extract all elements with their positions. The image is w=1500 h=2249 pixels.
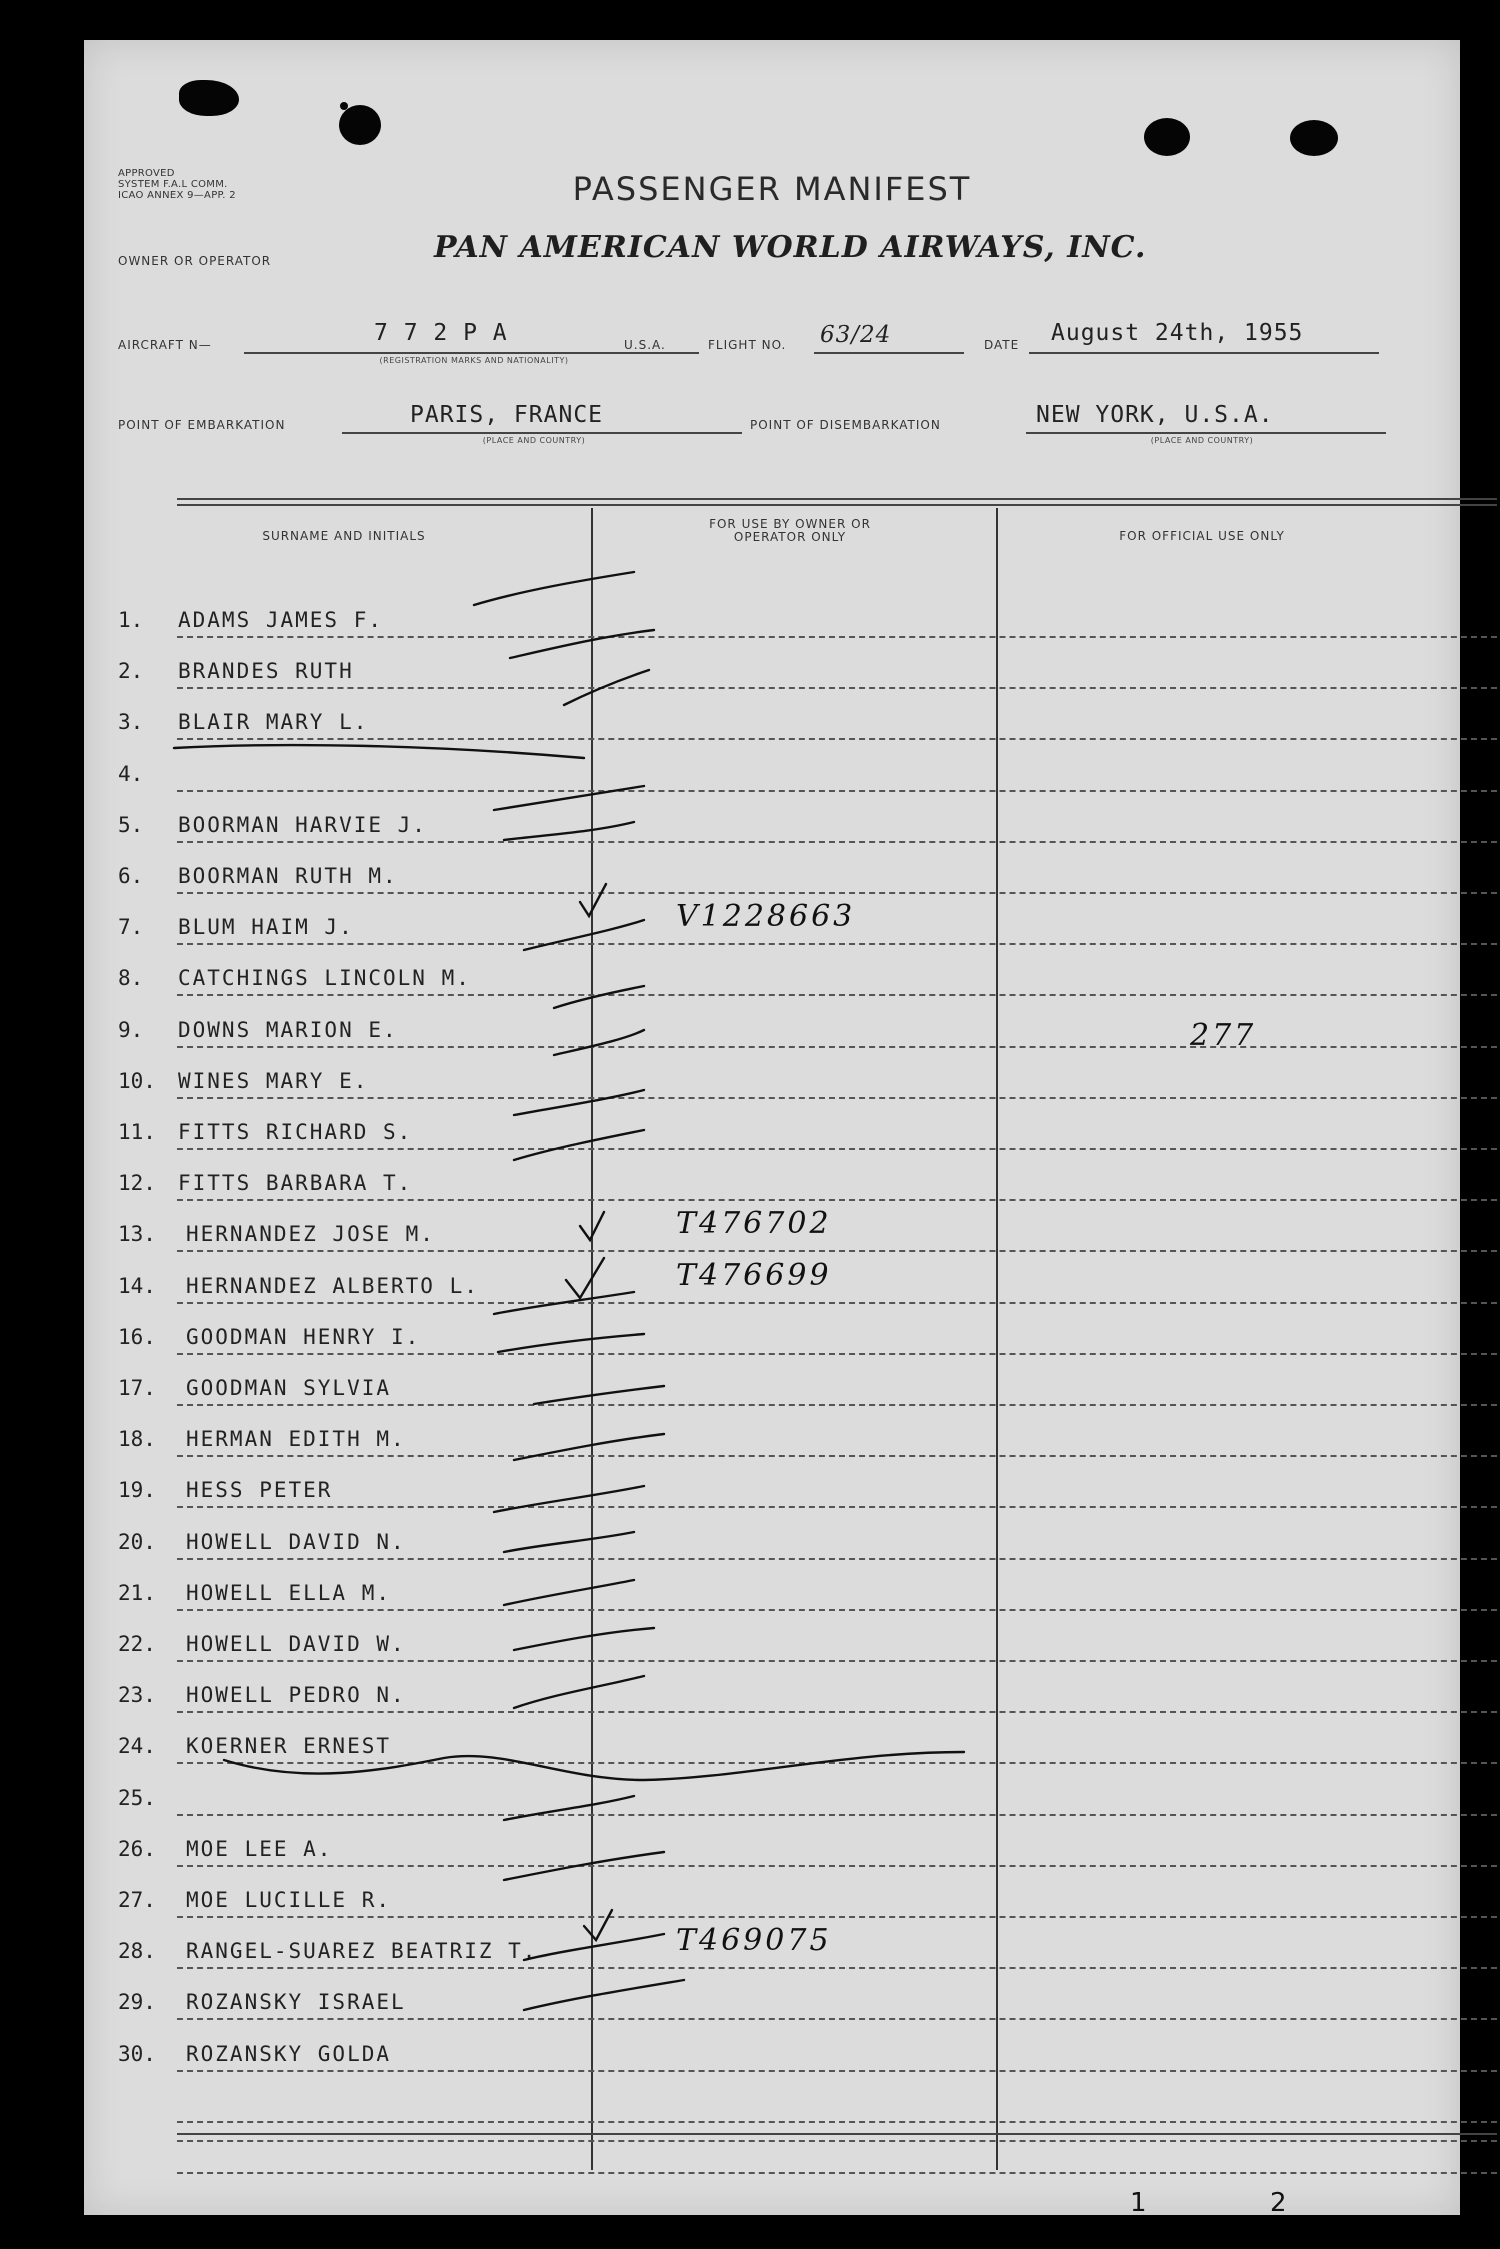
row-number: 11. — [118, 1120, 156, 1144]
row-number: 21. — [118, 1580, 156, 1605]
row-number: 13. — [118, 1222, 156, 1247]
passenger-name: ADAMS JAMES F. — [178, 608, 384, 632]
row-number: 6. — [118, 864, 144, 888]
check-mark — [580, 884, 606, 916]
row-rule — [177, 1199, 1497, 1201]
flight-label: FLIGHT NO. — [708, 338, 787, 352]
row-rule — [177, 1046, 1497, 1048]
registration-caption: (REGISTRATION MARKS AND NATIONALITY) — [379, 356, 569, 365]
row-rule — [177, 994, 1497, 996]
row-number: 18. — [118, 1427, 156, 1452]
column-divider — [591, 508, 593, 2170]
operator-name: PAN AMERICAN WORLD AIRWAYS, INC. — [434, 230, 1147, 265]
passenger-name: HOWELL ELLA M. — [186, 1580, 392, 1605]
flight-date: August 24th, 1955 — [1051, 320, 1304, 346]
passenger-name: KOERNER ERNEST — [186, 1734, 392, 1759]
passenger-name: FITTS RICHARD S. — [178, 1120, 413, 1144]
tick-mark — [554, 986, 644, 1008]
row-rule — [177, 2018, 1497, 2020]
approval-line: SYSTEM F.A.L COMM. — [118, 179, 228, 190]
date-label: DATE — [984, 338, 1020, 352]
passenger-name: BRANDES RUTH — [178, 659, 354, 684]
owner-note: V1228663 — [676, 899, 856, 935]
passenger-name: RANGEL-SUAREZ BEATRIZ T. — [186, 1939, 538, 1964]
punch-hole — [179, 80, 239, 116]
row-number: 22. — [118, 1632, 156, 1656]
tick-mark — [514, 1130, 644, 1160]
page-title: PASSENGER MANIFEST — [572, 170, 972, 208]
row-rule — [177, 1916, 1497, 1918]
tick-mark — [514, 1628, 654, 1650]
tick-mark — [504, 1796, 634, 1820]
tick-mark — [514, 1090, 644, 1115]
tick-mark — [504, 1532, 634, 1552]
passenger-name: BOORMAN HARVIE J. — [178, 812, 427, 837]
tick-mark — [474, 572, 634, 605]
strike-line — [174, 745, 584, 758]
row-rule — [177, 1404, 1497, 1406]
row-number: 10. — [118, 1068, 156, 1093]
row-number: 1. — [118, 608, 144, 632]
row-number: 17. — [118, 1376, 156, 1400]
page-number: 2 — [1270, 2188, 1287, 2218]
row-number: 28. — [118, 1939, 156, 1964]
row-number: 29. — [118, 1990, 156, 2015]
row-number: 26. — [118, 1836, 156, 1861]
row-rule — [177, 1506, 1497, 1508]
place-caption: (PLACE AND COUNTRY) — [1150, 436, 1254, 445]
row-rule — [177, 790, 1497, 792]
page-number: 1 — [1130, 2188, 1147, 2218]
owner-note: T476699 — [676, 1257, 832, 1293]
row-rule — [177, 1558, 1497, 1560]
passenger-name: HERNANDEZ ALBERTO L. — [186, 1273, 479, 1298]
tick-mark — [498, 1334, 644, 1352]
tick-mark — [524, 1980, 684, 2010]
passenger-name: BLUM HAIM J. — [178, 915, 354, 940]
table-bottom-rule — [177, 2133, 1497, 2135]
row-rule — [177, 1250, 1497, 1252]
column-header-owner-use: FOR USE BY OWNER OR OPERATOR ONLY — [709, 517, 871, 544]
row-rule — [177, 1353, 1497, 1355]
row-rule — [177, 636, 1497, 638]
date-rule — [1029, 352, 1379, 354]
row-rule — [177, 2121, 1497, 2123]
tick-mark — [510, 630, 654, 658]
column-divider — [996, 508, 998, 2170]
row-number: 3. — [118, 710, 144, 735]
passenger-name: HESS PETER — [186, 1478, 333, 1503]
passenger-name: HERNANDEZ JOSE M. — [186, 1222, 435, 1247]
row-number: 30. — [118, 2041, 156, 2066]
passenger-name: BLAIR MARY L. — [178, 710, 369, 735]
approval-line: APPROVED — [118, 168, 175, 179]
row-number: 7. — [118, 915, 144, 940]
row-rule — [177, 2172, 1497, 2174]
passenger-name: WINES MARY E. — [178, 1068, 369, 1093]
official-use-note: 277 — [1190, 1018, 1257, 1053]
column-header-official-use: FOR OFFICIAL USE ONLY — [1119, 529, 1285, 543]
row-number: 20. — [118, 1529, 156, 1554]
row-number: 12. — [118, 1171, 156, 1196]
aircraft-rule — [244, 352, 699, 354]
punch-hole — [1144, 118, 1190, 156]
tick-mark — [504, 1580, 634, 1605]
check-mark — [584, 1910, 612, 1940]
row-number: 9. — [118, 1017, 144, 1042]
row-rule — [177, 1711, 1497, 1713]
row-rule — [177, 1660, 1497, 1662]
disembarkation-place: NEW YORK, U.S.A. — [1036, 402, 1274, 428]
flight-rule — [814, 352, 964, 354]
flight-number: 63/24 — [820, 322, 892, 348]
tick-mark — [554, 1030, 644, 1055]
passenger-name: HERMAN EDITH M. — [186, 1427, 406, 1452]
tick-mark — [504, 822, 634, 840]
row-number: 16. — [118, 1324, 156, 1349]
row-rule — [177, 1865, 1497, 1867]
passenger-name: MOE LEE A. — [186, 1836, 333, 1861]
row-rule — [177, 892, 1497, 894]
row-rule — [177, 1609, 1497, 1611]
embarkation-rule — [342, 432, 742, 434]
punch-hole — [339, 105, 381, 145]
table-bottom-rule — [177, 2140, 1497, 2142]
passenger-name: BOORMAN RUTH M. — [178, 864, 398, 888]
aircraft-registration: 7 7 2 P A — [374, 320, 508, 346]
passenger-name: ROZANSKY ISRAEL — [186, 1990, 406, 2015]
row-rule — [177, 1148, 1497, 1150]
row-number: 8. — [118, 966, 144, 991]
column-header-surname: SURNAME AND INITIALS — [262, 529, 426, 543]
aircraft-label: AIRCRAFT N— — [118, 338, 212, 352]
usa-label: U.S.A. — [624, 338, 666, 352]
passenger-name: HOWELL PEDRO N. — [186, 1683, 406, 1708]
punch-hole — [1290, 120, 1338, 156]
disembarkation-rule — [1026, 432, 1386, 434]
passenger-name: HOWELL DAVID N. — [186, 1529, 406, 1554]
row-rule — [177, 1302, 1497, 1304]
row-rule — [177, 687, 1497, 689]
tick-mark — [514, 1676, 644, 1708]
row-rule — [177, 1814, 1497, 1816]
row-number: 24. — [118, 1734, 156, 1759]
row-number: 14. — [118, 1273, 156, 1298]
row-number: 25. — [118, 1785, 156, 1810]
row-rule — [177, 1097, 1497, 1099]
passenger-name: CATCHINGS LINCOLN M. — [178, 966, 471, 991]
embarkation-place: PARIS, FRANCE — [410, 402, 604, 428]
owner-label: OWNER OR OPERATOR — [118, 254, 272, 268]
disembarkation-label: POINT OF DISEMBARKATION — [750, 418, 941, 432]
check-mark — [566, 1258, 604, 1298]
owner-note: T469075 — [676, 1923, 832, 1959]
tick-mark — [534, 1386, 664, 1404]
row-number: 5. — [118, 812, 144, 837]
row-rule — [177, 2070, 1497, 2072]
row-number: 2. — [118, 659, 144, 684]
tick-mark — [524, 920, 644, 950]
place-caption: (PLACE AND COUNTRY) — [482, 436, 586, 445]
row-rule — [177, 738, 1497, 740]
row-number: 27. — [118, 1888, 156, 1912]
passenger-name: FITTS BARBARA T. — [178, 1171, 413, 1196]
approval-line: ICAO ANNEX 9—APP. 2 — [118, 190, 236, 201]
row-number: 23. — [118, 1683, 156, 1708]
table-top-rule — [177, 498, 1497, 500]
passenger-name: GOODMAN HENRY I. — [186, 1324, 421, 1349]
embarkation-label: POINT OF EMBARKATION — [118, 418, 286, 432]
passenger-name: GOODMAN SYLVIA — [186, 1376, 392, 1400]
row-rule — [177, 841, 1497, 843]
passenger-name: DOWNS MARION E. — [178, 1017, 398, 1042]
row-number: 19. — [118, 1478, 156, 1503]
passenger-name: ROZANSKY GOLDA — [186, 2041, 392, 2066]
row-rule — [177, 1762, 1497, 1764]
row-number: 4. — [118, 761, 144, 786]
passenger-name: HOWELL DAVID W. — [186, 1632, 406, 1656]
table-top-rule — [177, 504, 1497, 506]
tick-mark — [524, 1934, 664, 1960]
manifest-sheet — [84, 40, 1460, 2218]
passenger-name: MOE LUCILLE R. — [186, 1888, 392, 1912]
row-rule — [177, 943, 1497, 945]
row-rule — [177, 1967, 1497, 1969]
row-rule — [177, 1455, 1497, 1457]
owner-note: T476702 — [676, 1206, 832, 1242]
